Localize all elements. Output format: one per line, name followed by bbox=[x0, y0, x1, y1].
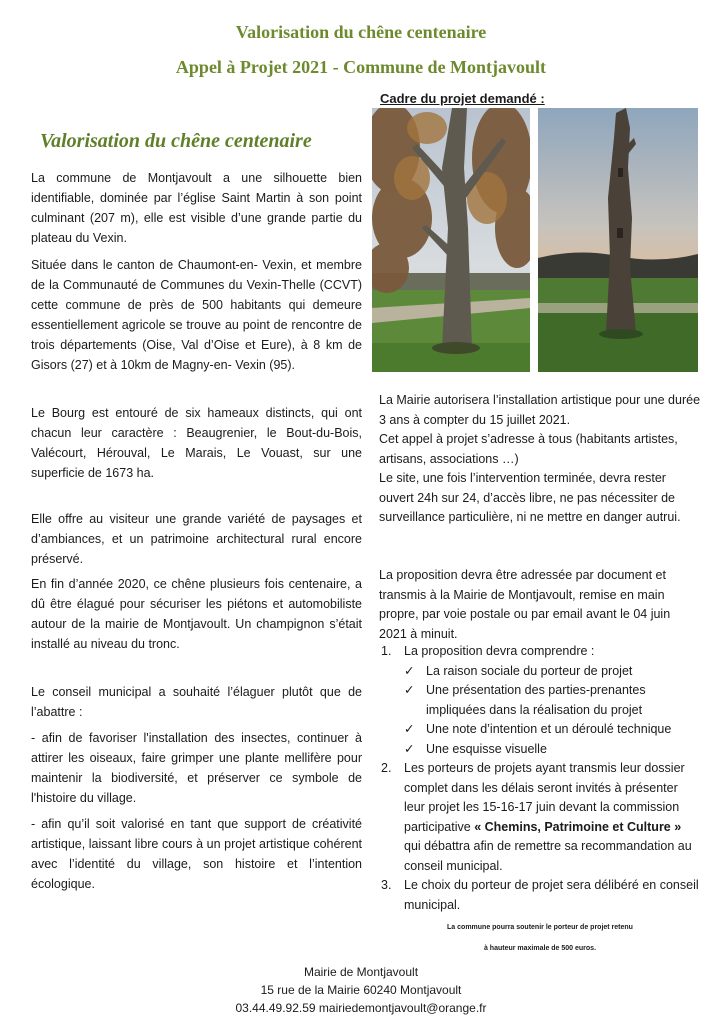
step-number: 1. bbox=[381, 644, 392, 658]
footer-org: Mairie de Montjavoult bbox=[303, 965, 419, 979]
list-item-label: Une présentation des parties-prenantes impliquées dans la réalisation du projet bbox=[426, 683, 646, 717]
check-icon: ✓ bbox=[404, 663, 415, 678]
step-item bbox=[379, 642, 701, 759]
page-title: Valorisation du chêne centenaire bbox=[235, 22, 487, 42]
funding-amount-note: à hauteur maximale de 500 euros. bbox=[483, 945, 597, 952]
oak-tree-photo-pruned bbox=[538, 108, 698, 372]
paragraph-oak-history: En fin d’année 2020, ce chêne plusieurs fois centenaire, a dû être élagué pour sécuriser les piétons et automobiliste autour de la mairie de Montjavoult. Un champignon s’était installé au niveau du tronc. bbox=[31, 577, 362, 651]
funding-note: La commune pourra soutenir le porteur de projet retenu bbox=[447, 924, 633, 931]
page-subtitle: Appel à Projet 2021 - Commune de Montjavoult bbox=[175, 57, 547, 77]
step-number: 2. bbox=[381, 761, 392, 775]
paragraph-council: Le conseil municipal a souhaité l’élaguer plutôt que de l’abattre : bbox=[31, 685, 362, 719]
list-item-label: Une esquisse visuelle bbox=[426, 741, 547, 756]
paragraph-audience: Cet appel à projet s’adresse à tous (habitants artistes, artisans, associations …) bbox=[379, 432, 678, 466]
step-text: qui débattra afin de remettre sa recommandation au conseil municipal. bbox=[404, 839, 692, 873]
step-item bbox=[379, 759, 701, 876]
cadre-label: Cadre du projet demandé : bbox=[380, 91, 545, 106]
paragraph-submission: La proposition devra être adressée par document et transmis à la Mairie de Montjavoult, remise en main propre, par voie postale ou par email avant le 04 juin 2021 à minuit. bbox=[379, 568, 671, 641]
paragraph-biodiversity: - afin de favoriser l'installation des insectes, continuer à attirer les oiseaux, faire grimper une plante mellifère pour maintenir la biodiversité, et préserver ce symbole de l'histoire du village. bbox=[31, 731, 362, 805]
paragraph-location: Située dans le canton de Chaumont-en- Vexin, et membre de la Communauté de Communes du Vexin-Thelle (CCVT) cette commune de près de 500 habitants qui demeure essentiellement agricole se trouve au point de rencontre de trois départements (Oise, Val d’Oise et Eure), à 8 km de Gisors (27) et à 10km de Magny-en- Vexin (95). bbox=[31, 258, 362, 372]
step-item bbox=[379, 876, 701, 915]
paragraph-site-access: Le site, une fois l’intervention terminée, devra rester ouvert 24h sur 24, d’accès libre, ne pas nécessiter de surveillance particulière, ni ne mettre en danger autrui. bbox=[379, 471, 681, 524]
paragraph-intro: La commune de Montjavoult a une silhouette bien identifiable, dominée par l’église Saint Martin à son point culminant (207 m), elle est visible d’une grande partie du plateau du Vexin. bbox=[31, 171, 362, 245]
list-item-label: La raison sociale du porteur de projet bbox=[426, 663, 633, 678]
step-text: La proposition devra comprendre : bbox=[404, 644, 595, 658]
paragraph-authorization: La Mairie autorisera l’installation artistique pour une durée 3 ans à compter du 15 juillet 2021. bbox=[379, 393, 701, 427]
check-icon: ✓ bbox=[404, 741, 415, 756]
paragraph-hamlets: Le Bourg est entouré de six hameaux distincts, qui ont chacun leur caractère : Beaugrenier, le Bout-du-Bois, Valécourt, Hérouval, Le Marais, Le Vouast, sur une superficie de 1673 ha. bbox=[31, 406, 362, 480]
step-number: 3. bbox=[381, 878, 392, 892]
requirements-list bbox=[404, 662, 701, 760]
paragraph-landscape: Elle offre au visiteur une grande variété de paysages et d’ambiances, et un patrimoine architectural rural encore préservé. bbox=[31, 512, 362, 566]
list-item-label: Une note d’intention et un déroulé technique bbox=[426, 722, 672, 736]
commission-name: « Chemins, Patrimoine et Culture » bbox=[474, 819, 682, 834]
check-icon: ✓ bbox=[404, 683, 415, 697]
list-item bbox=[404, 681, 701, 720]
submission-steps bbox=[379, 642, 701, 915]
list-item bbox=[404, 720, 701, 740]
check-icon: ✓ bbox=[404, 722, 415, 736]
footer-contact: 03.44.49.92.59 mairiedemontjavoult@orange.fr bbox=[235, 1001, 487, 1015]
paragraph-creativity: - afin qu’il soit valorisé en tant que support de créativité artistique, laissant libre cours à un projet artistique cohérent avec l’identité du village, son histoire et l’intention écologique. bbox=[31, 817, 362, 891]
step-text: Les porteurs de projets ayant transmis leur dossier complet dans les délais seront invités à présenter leur projet les 15-16-17 juin devant la commission participative bbox=[404, 761, 685, 834]
footer-address: 15 rue de la Mairie 60240 Montjavoult bbox=[260, 983, 462, 997]
list-item bbox=[404, 662, 701, 682]
section-heading: Valorisation du chêne centenaire bbox=[40, 130, 312, 152]
list-item bbox=[404, 740, 701, 760]
oak-tree-photo-before bbox=[372, 108, 530, 372]
step-text: Le choix du porteur de projet sera délibéré en conseil municipal. bbox=[404, 878, 699, 912]
